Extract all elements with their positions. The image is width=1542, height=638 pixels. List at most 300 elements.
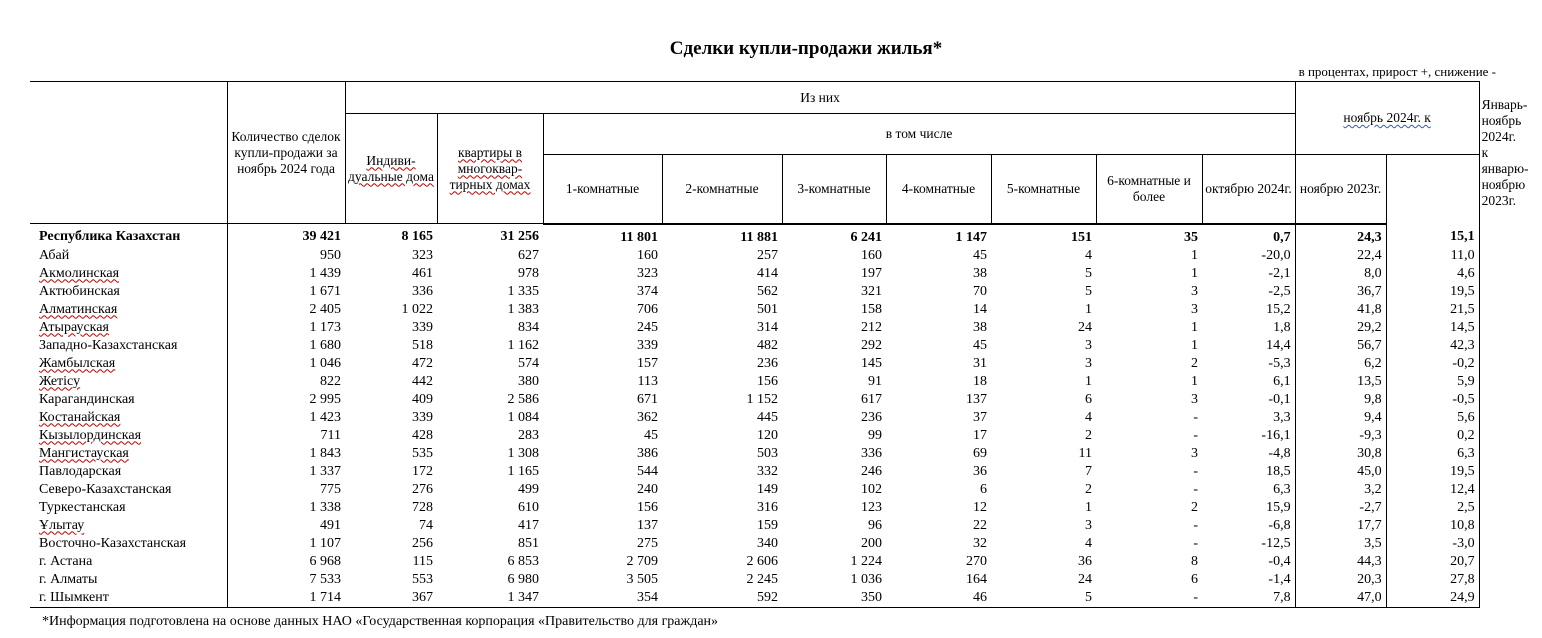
cell-ytd: 5,6 — [1386, 409, 1479, 427]
cell-houses: 428 — [412, 427, 433, 443]
cell-oct: 6,1 — [1202, 373, 1295, 391]
cell-total: 1 714 — [227, 589, 345, 608]
cell-houses: 172 — [412, 463, 433, 479]
cell-r3: 96 — [868, 517, 882, 533]
cell-r6: 3 — [1191, 301, 1198, 317]
cell-r6: 3 — [1191, 391, 1198, 407]
cell-r2: 503 — [757, 445, 778, 461]
header-nov-vs: ноябрь 2024г. к — [1295, 82, 1479, 155]
cell-houses: 461 — [412, 265, 433, 281]
region-name: Ұлытау — [39, 517, 85, 533]
cell-r1: 339 — [637, 337, 658, 353]
cell-r5: 2 — [1085, 481, 1092, 497]
cell-apartments: 417 — [518, 517, 539, 533]
cell-total: 2 995 — [309, 391, 341, 407]
header-count: Количество сделок купли-продажи за ноябрь 2024 года — [227, 82, 345, 224]
cell-r6: 6 — [1191, 571, 1198, 587]
cell-r3: 160 — [861, 247, 882, 263]
table-row — [30, 247, 1479, 265]
table-row — [30, 589, 1479, 608]
cell-r3: 6 241 — [850, 229, 882, 245]
cell-apartments: 499 — [518, 481, 539, 497]
cell-r5: 3 — [1085, 337, 1092, 353]
cell-total: 1 671 — [309, 283, 341, 299]
cell-r2: 2 245 — [746, 571, 778, 587]
header-rooms2: 2-комнатные — [662, 155, 782, 224]
table-row — [30, 337, 1479, 355]
cell-r3: 292 — [861, 337, 882, 353]
region-name: Атырауская — [39, 319, 109, 335]
cell-r3: 1 036 — [850, 571, 882, 587]
cell-oct: -2,5 — [1202, 283, 1295, 301]
cell-r1: 671 — [637, 391, 658, 407]
cell-r4: 164 — [966, 571, 987, 587]
cell-r3: 158 — [861, 301, 882, 317]
cell-region: Карагандинская — [30, 391, 227, 409]
cell-r5: 3 — [1085, 355, 1092, 371]
cell-houses: 535 — [412, 445, 433, 461]
cell-region — [30, 301, 227, 319]
cell-r1: 2 709 — [626, 553, 658, 569]
cell-r4: 12 — [973, 499, 987, 515]
cell-r6: 1 — [1191, 337, 1198, 353]
cell-nov: 22,4 — [1295, 247, 1386, 265]
cell-oct: -6,8 — [1202, 517, 1295, 535]
cell-r1: 45 — [644, 427, 658, 443]
cell-total: 1 680 — [309, 337, 341, 353]
cell-r2: 592 — [662, 589, 782, 608]
cell-nov: 9,4 — [1295, 409, 1386, 427]
cell-apartments: 380 — [518, 373, 539, 389]
cell-apartments: 834 — [518, 319, 539, 335]
cell-r5: 5 — [1085, 265, 1092, 281]
cell-r4: 46 — [886, 589, 991, 608]
header-of-which: Из них — [345, 82, 1295, 114]
cell-region: Абай — [30, 247, 227, 265]
cell-ytd: 27,8 — [1386, 571, 1479, 589]
cell-region: г. Шымкент — [30, 589, 227, 608]
cell-r5: 4 — [1085, 247, 1092, 263]
cell-oct: -1,4 — [1202, 571, 1295, 589]
cell-nov: 45,0 — [1295, 463, 1386, 481]
cell-apartments: 2 586 — [507, 391, 539, 407]
cell-nov: 29,2 — [1295, 319, 1386, 337]
header-region-blank — [30, 82, 227, 224]
header-oct2024: октябрю 2024г. — [1202, 155, 1295, 224]
cell-oct: 0,7 — [1202, 224, 1295, 247]
cell-ytd: 15,1 — [1386, 224, 1479, 247]
cell-nov: 44,3 — [1295, 553, 1386, 571]
cell-ytd: 11,0 — [1386, 247, 1479, 265]
cell-r4: 69 — [973, 445, 987, 461]
cell-r3: 102 — [861, 481, 882, 497]
cell-r4: 45 — [973, 247, 987, 263]
cell-houses: 256 — [412, 535, 433, 551]
cell-apartments: 978 — [518, 265, 539, 281]
cell-houses: 472 — [412, 355, 433, 371]
cell-nov: -9,3 — [1295, 427, 1386, 445]
cell-r2: 314 — [757, 319, 778, 335]
cell-ytd: 14,5 — [1386, 319, 1479, 337]
cell-r5: 3 — [1085, 517, 1092, 533]
cell-r5: 4 — [1085, 409, 1092, 425]
table-row — [30, 499, 1479, 517]
cell-region: г. Астана — [30, 553, 227, 571]
header-apartments: квартиры в многоквар-тирных домах — [437, 114, 543, 224]
header-rooms5: 5-комнатные — [991, 155, 1096, 224]
header-including: в том числе — [543, 114, 1295, 155]
cell-total: 7 533 — [309, 571, 341, 587]
cell-r2: 236 — [757, 355, 778, 371]
cell-nov: 56,7 — [1295, 337, 1386, 355]
cell-r1: 354 — [543, 589, 662, 608]
cell-r4: 38 — [973, 319, 987, 335]
cell-r5: 1 — [1085, 373, 1092, 389]
page-title: Сделки купли-продажи жилья* — [669, 38, 943, 59]
cell-r6: 1 — [1191, 265, 1198, 281]
cell-r3: 321 — [861, 283, 882, 299]
cell-total: 6 968 — [309, 553, 341, 569]
cell-nov: 13,5 — [1295, 373, 1386, 391]
table-row — [30, 517, 1479, 535]
cell-oct: 7,8 — [1202, 589, 1295, 608]
cell-r3: 236 — [861, 409, 882, 425]
cell-r2: 149 — [757, 481, 778, 497]
cell-r6: - — [1193, 517, 1198, 533]
cell-total: 1 337 — [309, 463, 341, 479]
cell-r2: 156 — [757, 373, 778, 389]
table-row — [30, 553, 1479, 571]
cell-r3: 212 — [861, 319, 882, 335]
table-row — [30, 571, 1479, 589]
cell-total: 39 421 — [302, 229, 341, 245]
cell-r1: 3 505 — [626, 571, 658, 587]
table-header: Количество сделок купли-продажи за ноябрь 2024 года Из них ноябрь 2024г. к Январь-ноябрь 2024г. к январю-ноябрю 2023г. Индиви-дуальные дома квартиры в многоквар-тирных домах в том числе 1-комнатные 2-комнатные 3-комнатные 4-комнатные 5-комнатные 6-комнатные и более октябрю 2024г. ноябрю 2023г. — [30, 82, 1479, 224]
cell-apartments: 6 853 — [507, 553, 539, 569]
cell-apartments: 31 256 — [500, 229, 539, 245]
region-name: Жамбылская — [39, 355, 116, 371]
cell-total: 711 — [320, 427, 341, 443]
cell-r4: 37 — [973, 409, 987, 425]
cell-ytd: 42,3 — [1386, 337, 1479, 355]
cell-total: 1 107 — [309, 535, 341, 551]
cell-region — [30, 373, 227, 391]
cell-ytd: -0,5 — [1386, 391, 1479, 409]
header-rooms6: 6-комнатные и более — [1096, 155, 1202, 224]
cell-nov: -2,7 — [1295, 499, 1386, 517]
cell-r6: 3 — [1191, 445, 1198, 461]
cell-apartments: 574 — [518, 355, 539, 371]
cell-ytd: 21,5 — [1386, 301, 1479, 319]
cell-r2: 482 — [757, 337, 778, 353]
cell-total: 1 046 — [309, 355, 341, 371]
cell-ytd: 19,5 — [1386, 283, 1479, 301]
table-row — [30, 355, 1479, 373]
cell-houses: 339 — [412, 409, 433, 425]
cell-oct: -4,8 — [1202, 445, 1295, 463]
cell-r4: 38 — [973, 265, 987, 281]
cell-r5: 7 — [1085, 463, 1092, 479]
cell-r4: 36 — [973, 463, 987, 479]
cell-r4: 270 — [966, 553, 987, 569]
cell-r2: 316 — [757, 499, 778, 515]
cell-r1: 386 — [637, 445, 658, 461]
cell-r6: - — [1193, 427, 1198, 443]
housing-deals-table — [30, 81, 1529, 608]
cell-r1: 160 — [637, 247, 658, 263]
cell-r2: 120 — [757, 427, 778, 443]
cell-r3: 200 — [861, 535, 882, 551]
cell-r3: 1 224 — [850, 553, 882, 569]
cell-r5: 24 — [1078, 319, 1092, 335]
cell-total: 491 — [320, 517, 341, 533]
cell-r3: 617 — [861, 391, 882, 407]
table-row — [30, 445, 1479, 463]
cell-r4: 1 147 — [955, 229, 987, 245]
cell-r6: 1 — [1191, 373, 1198, 389]
table-row — [30, 481, 1479, 499]
units-note: в процентах, прирост +, снижение - — [1298, 64, 1496, 79]
cell-r3: 246 — [861, 463, 882, 479]
header-individual-houses: Индиви-дуальные дома — [345, 114, 437, 224]
table-row — [30, 319, 1479, 337]
footnote: *Информация подготовлена на основе данных НАО «Государственная корпорация «Правительство для граждан» — [42, 614, 719, 629]
cell-r3: 350 — [782, 589, 886, 608]
cell-apartments: 1 162 — [507, 337, 539, 353]
table-row — [30, 427, 1479, 445]
cell-r1: 156 — [637, 499, 658, 515]
region-name: Акмолинская — [39, 265, 120, 281]
cell-region: Республика Казахстан — [30, 224, 227, 247]
cell-r1: 157 — [637, 355, 658, 371]
region-name: Костанайская — [39, 409, 121, 425]
cell-r3: 145 — [861, 355, 882, 371]
cell-r2: 445 — [757, 409, 778, 425]
cell-apartments: 283 — [518, 427, 539, 443]
cell-r5: 1 — [1085, 301, 1092, 317]
cell-apartments: 6 980 — [507, 571, 539, 587]
cell-r5: 24 — [1078, 571, 1092, 587]
header-rooms4: 4-комнатные — [886, 155, 991, 224]
cell-r4: 45 — [973, 337, 987, 353]
cell-total: 1 439 — [309, 265, 341, 281]
cell-oct: 15,2 — [1202, 301, 1295, 319]
cell-r2: 2 606 — [746, 553, 778, 569]
table-row — [30, 265, 1479, 283]
cell-houses: 442 — [412, 373, 433, 389]
cell-r4: 14 — [973, 301, 987, 317]
cell-houses: 518 — [412, 337, 433, 353]
cell-ytd: -3,0 — [1386, 535, 1479, 553]
cell-region — [30, 265, 227, 283]
cell-total: 1 423 — [309, 409, 341, 425]
cell-r2: 562 — [757, 283, 778, 299]
cell-r2: 1 152 — [746, 391, 778, 407]
cell-oct: 14,4 — [1202, 337, 1295, 355]
cell-oct: -5,3 — [1202, 355, 1295, 373]
cell-r1: 240 — [637, 481, 658, 497]
cell-r6: 35 — [1184, 229, 1198, 245]
table-row-total — [30, 224, 1479, 247]
cell-houses: 115 — [412, 553, 433, 569]
cell-r6: 3 — [1191, 283, 1198, 299]
cell-r5: 5 — [1085, 283, 1092, 299]
cell-nov: 36,7 — [1295, 283, 1386, 301]
cell-r6: - — [1193, 481, 1198, 497]
cell-ytd: 20,7 — [1386, 553, 1479, 571]
region-name: Алматинская — [39, 301, 118, 317]
cell-r2: 501 — [757, 301, 778, 317]
cell-houses: 728 — [412, 499, 433, 515]
cell-r6: - — [1096, 589, 1202, 608]
cell-r4: 31 — [973, 355, 987, 371]
cell-r3: 99 — [868, 427, 882, 443]
cell-apartments: 1 335 — [507, 283, 539, 299]
cell-region — [30, 409, 227, 427]
cell-r1: 137 — [637, 517, 658, 533]
cell-r1: 245 — [637, 319, 658, 335]
cell-houses: 367 — [345, 589, 437, 608]
cell-nov: 9,8 — [1295, 391, 1386, 409]
header-nov2023: ноябрю 2023г. — [1295, 155, 1386, 224]
cell-houses: 409 — [412, 391, 433, 407]
cell-apartments: 627 — [518, 247, 539, 263]
cell-oct: -2,1 — [1202, 265, 1295, 283]
cell-ytd: 24,9 — [1386, 589, 1479, 608]
cell-r6: 1 — [1191, 247, 1198, 263]
cell-r6: 1 — [1191, 319, 1198, 335]
table-row — [30, 409, 1479, 427]
cell-r2: 11 881 — [740, 229, 778, 245]
cell-r1: 544 — [637, 463, 658, 479]
cell-oct: -16,1 — [1202, 427, 1295, 445]
header-rooms3: 3-комнатные — [782, 155, 886, 224]
cell-apartments: 1 084 — [507, 409, 539, 425]
cell-r6: 2 — [1191, 355, 1198, 371]
cell-nov: 47,0 — [1295, 589, 1386, 608]
cell-r4: 6 — [980, 481, 987, 497]
cell-r5: 151 — [1071, 229, 1092, 245]
table-row — [30, 283, 1479, 301]
cell-r2: 414 — [757, 265, 778, 281]
cell-r1: 362 — [637, 409, 658, 425]
cell-region: г. Алматы — [30, 571, 227, 589]
cell-region: Павлодарская — [30, 463, 227, 481]
table-row — [30, 373, 1479, 391]
cell-r5: 6 — [1085, 391, 1092, 407]
cell-r6: 8 — [1191, 553, 1198, 569]
cell-r4: 70 — [973, 283, 987, 299]
cell-region: Восточно-Казахстанская — [30, 535, 227, 553]
header-rooms1: 1-комнатные — [543, 155, 662, 224]
cell-ytd: 6,3 — [1386, 445, 1479, 463]
cell-apartments: 610 — [518, 499, 539, 515]
cell-apartments: 1 308 — [507, 445, 539, 461]
cell-r3: 197 — [861, 265, 882, 281]
cell-oct: 3,3 — [1202, 409, 1295, 427]
cell-apartments: 1 383 — [507, 301, 539, 317]
cell-houses: 336 — [412, 283, 433, 299]
cell-r6: - — [1193, 463, 1198, 479]
cell-r4: 137 — [966, 391, 987, 407]
cell-oct: -20,0 — [1202, 247, 1295, 265]
cell-r3: 123 — [861, 499, 882, 515]
cell-ytd: 12,4 — [1386, 481, 1479, 499]
cell-r6: 2 — [1191, 499, 1198, 515]
cell-oct: 6,3 — [1202, 481, 1295, 499]
cell-nov: 24,3 — [1295, 224, 1386, 247]
cell-r3: 91 — [868, 373, 882, 389]
cell-r3: 336 — [861, 445, 882, 461]
cell-ytd: -0,2 — [1386, 355, 1479, 373]
cell-houses: 323 — [412, 247, 433, 263]
cell-nov: 30,8 — [1295, 445, 1386, 463]
cell-total: 775 — [320, 481, 341, 497]
cell-oct: 15,9 — [1202, 499, 1295, 517]
cell-r4: 18 — [973, 373, 987, 389]
cell-r1: 11 801 — [620, 229, 658, 245]
table-row — [30, 535, 1479, 553]
cell-houses: 276 — [412, 481, 433, 497]
cell-apartments: 1 165 — [507, 463, 539, 479]
cell-nov: 20,3 — [1295, 571, 1386, 589]
cell-nov: 17,7 — [1295, 517, 1386, 535]
cell-total: 822 — [320, 373, 341, 389]
cell-r4: 32 — [973, 535, 987, 551]
cell-houses: 8 165 — [401, 229, 433, 245]
cell-ytd: 5,9 — [1386, 373, 1479, 391]
cell-r1: 275 — [637, 535, 658, 551]
cell-r1: 374 — [637, 283, 658, 299]
cell-r1: 323 — [637, 265, 658, 281]
cell-apartments: 851 — [518, 535, 539, 551]
table-body — [30, 224, 1479, 608]
cell-r1: 706 — [637, 301, 658, 317]
cell-houses: 74 — [419, 517, 433, 533]
cell-oct: -0,4 — [1202, 553, 1295, 571]
cell-ytd: 10,8 — [1386, 517, 1479, 535]
cell-ytd: 19,5 — [1386, 463, 1479, 481]
cell-r2: 257 — [757, 247, 778, 263]
cell-houses: 553 — [412, 571, 433, 587]
cell-nov: 8,0 — [1295, 265, 1386, 283]
cell-total: 950 — [320, 247, 341, 263]
cell-nov: 3,5 — [1295, 535, 1386, 553]
cell-r6: - — [1193, 409, 1198, 425]
table-row — [30, 301, 1479, 319]
cell-region — [30, 517, 227, 535]
table-row — [30, 463, 1479, 481]
cell-region — [30, 319, 227, 337]
cell-r5: 5 — [991, 589, 1096, 608]
region-name: Жетісу — [39, 373, 81, 389]
cell-nov: 3,2 — [1295, 481, 1386, 499]
cell-houses: 339 — [412, 319, 433, 335]
cell-region: Туркестанская — [30, 499, 227, 517]
cell-nov: 41,8 — [1295, 301, 1386, 319]
cell-r5: 11 — [1078, 445, 1092, 461]
cell-r2: 332 — [757, 463, 778, 479]
region-name: Мангистауская — [39, 445, 129, 461]
region-name: Кызылординская — [39, 427, 142, 443]
cell-r5: 36 — [1078, 553, 1092, 569]
cell-r4: 22 — [973, 517, 987, 533]
cell-r5: 2 — [1085, 427, 1092, 443]
cell-ytd: 4,6 — [1386, 265, 1479, 283]
cell-region: Северо-Казахстанская — [30, 481, 227, 499]
cell-region — [30, 445, 227, 463]
cell-ytd: 0,2 — [1386, 427, 1479, 445]
